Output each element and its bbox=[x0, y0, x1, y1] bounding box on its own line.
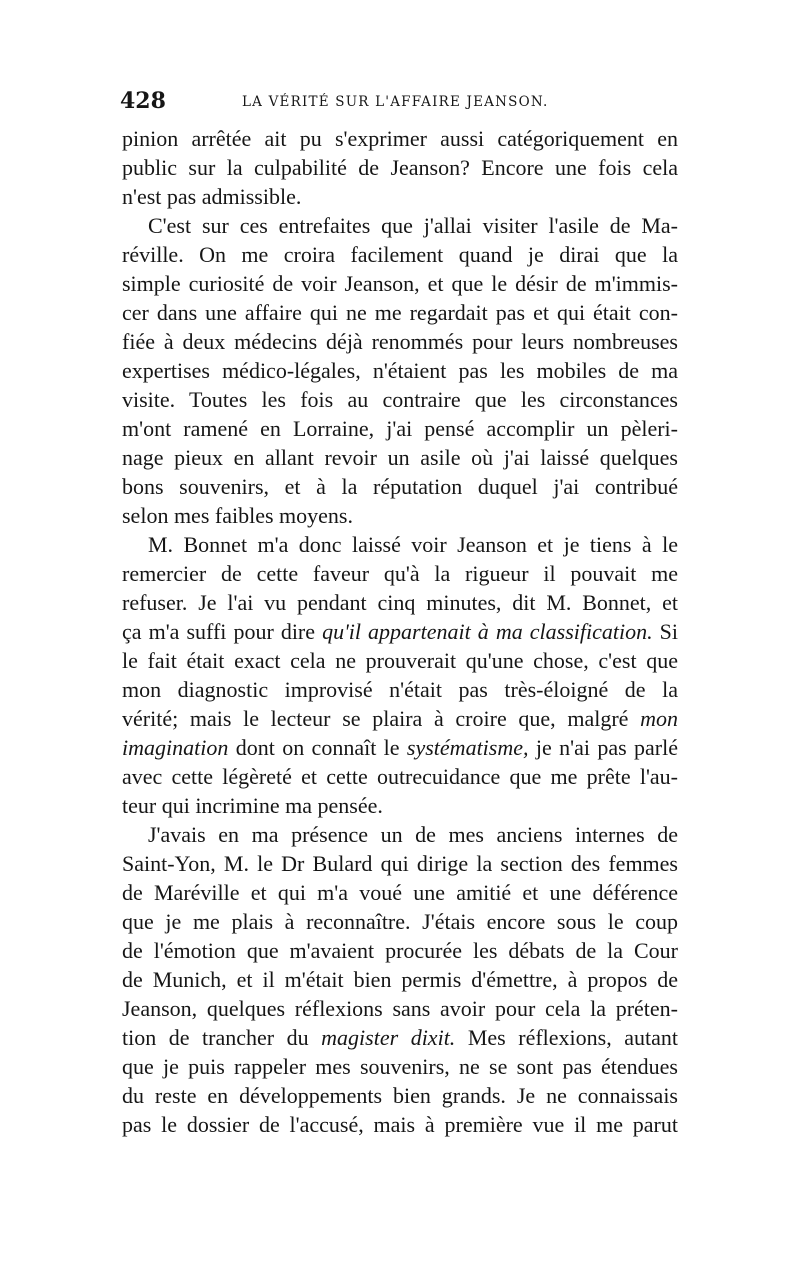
text-line bbox=[122, 501, 678, 530]
text-line bbox=[122, 385, 678, 414]
line-text: le fait était exact cela ne prouverait qu'une chose, c'est que bbox=[122, 648, 678, 673]
text-line bbox=[122, 849, 678, 878]
text-line bbox=[122, 1110, 678, 1139]
text-line bbox=[122, 675, 678, 704]
body-text bbox=[122, 124, 678, 1139]
text-line bbox=[122, 182, 678, 211]
text-line bbox=[122, 588, 678, 617]
line-text: je n'ai pas parlé bbox=[528, 735, 678, 760]
page-header bbox=[120, 88, 680, 118]
line-text: avec cette légèreté et cette outrecuidance que me prête l'au- bbox=[122, 764, 678, 789]
line-text: simple curiosité de voir Jeanson, et que le désir de m'immis- bbox=[122, 271, 678, 296]
line-text: expertises médico-légales, n'étaient pas les mobiles de ma bbox=[122, 358, 678, 383]
text-line bbox=[122, 443, 678, 472]
text-line bbox=[122, 124, 678, 153]
text-line bbox=[122, 1023, 678, 1052]
text-line bbox=[122, 907, 678, 936]
italic-text: imagination bbox=[122, 735, 229, 760]
line-text: ça m'a suffi pour dire bbox=[122, 619, 323, 644]
line-text: teur qui incrimine ma pensée. bbox=[122, 793, 383, 818]
line-text: Jeanson, quelques réflexions sans avoir pour cela la préten- bbox=[122, 996, 678, 1021]
line-text: de Munich, et il m'était bien permis d'émettre, à propos de bbox=[122, 967, 678, 992]
line-text: nage pieux en allant revoir un asile où j'ai laissé quelques bbox=[122, 445, 678, 470]
text-line bbox=[122, 327, 678, 356]
italic-text: systématisme, bbox=[406, 735, 529, 760]
line-text: du reste en développements bien grands. Je ne connaissais bbox=[122, 1083, 678, 1108]
line-text: visite. Toutes les fois au contraire que les circonstances bbox=[122, 387, 678, 412]
text-line bbox=[122, 211, 678, 240]
italic-text: mon bbox=[640, 706, 678, 731]
line-text: C'est sur ces entrefaites que j'allai visiter l'asile de Ma- bbox=[148, 213, 678, 238]
line-text: Si bbox=[652, 619, 678, 644]
text-line bbox=[122, 240, 678, 269]
line-text: pinion arrêtée ait pu s'exprimer aussi catégoriquement en bbox=[122, 126, 678, 151]
line-text: bons souvenirs, et à la réputation duquel j'ai contribué bbox=[122, 474, 678, 499]
text-line bbox=[122, 414, 678, 443]
line-text: que je me plais à reconnaître. J'étais encore sous le coup bbox=[122, 909, 678, 934]
italic-text: qu'il appartenait à ma classification. bbox=[322, 619, 653, 644]
line-text: refuser. Je l'ai vu pendant cinq minutes, dit M. Bonnet, et bbox=[122, 590, 678, 615]
line-text: vérité; mais le lecteur se plaira à croire que, malgré bbox=[122, 706, 641, 731]
line-text: selon mes faibles moyens. bbox=[122, 503, 353, 528]
line-text: Mes réflexions, autant bbox=[455, 1025, 678, 1050]
text-line bbox=[122, 269, 678, 298]
text-line bbox=[122, 559, 678, 588]
text-line bbox=[122, 965, 678, 994]
text-line bbox=[122, 791, 678, 820]
line-text: m'ont ramené en Lorraine, j'ai pensé accomplir un pèleri- bbox=[122, 416, 678, 441]
text-line bbox=[122, 1052, 678, 1081]
line-text: de Maréville et qui m'a voué une amitié et une déférence bbox=[122, 880, 678, 905]
line-text: fiée à deux médecins déjà renommés pour leurs nombreuses bbox=[122, 329, 678, 354]
text-line bbox=[122, 472, 678, 501]
line-text: n'est pas admissible. bbox=[122, 184, 302, 209]
text-line bbox=[122, 1081, 678, 1110]
text-line bbox=[122, 646, 678, 675]
text-line bbox=[122, 153, 678, 182]
line-text: tion de trancher du bbox=[122, 1025, 322, 1050]
line-text: pas le dossier de l'accusé, mais à première vue il me parut bbox=[122, 1112, 678, 1137]
line-text: que je puis rappeler mes souvenirs, ne se sont pas étendues bbox=[122, 1054, 678, 1079]
text-line bbox=[122, 704, 678, 733]
line-text: réville. On me croira facilement quand je dirai que la bbox=[122, 242, 678, 267]
text-line bbox=[122, 762, 678, 791]
text-line bbox=[122, 936, 678, 965]
line-text: M. Bonnet m'a donc laissé voir Jeanson et je tiens à le bbox=[148, 532, 678, 557]
line-text: de l'émotion que m'avaient procurée les débats de la Cour bbox=[122, 938, 678, 963]
italic-text: magister dixit. bbox=[321, 1025, 456, 1050]
line-text: cer dans une affaire qui ne me regardait pas et qui était con- bbox=[122, 300, 678, 325]
line-text: J'avais en ma présence un de mes anciens internes de bbox=[148, 822, 678, 847]
text-line bbox=[122, 298, 678, 327]
text-line bbox=[122, 356, 678, 385]
text-line bbox=[122, 820, 678, 849]
page-number: 428 bbox=[120, 88, 166, 114]
line-text: dont on connaît le bbox=[228, 735, 407, 760]
text-line bbox=[122, 617, 678, 646]
text-line bbox=[122, 994, 678, 1023]
text-line bbox=[122, 733, 678, 762]
line-text: mon diagnostic improvisé n'était pas très-éloigné de la bbox=[122, 677, 678, 702]
line-text: Saint-Yon, M. le Dr Bulard qui dirige la section des femmes bbox=[122, 851, 678, 876]
line-text: remercier de cette faveur qu'à la rigueur il pouvait me bbox=[122, 561, 678, 586]
running-title: LA VÉRITÉ SUR L'AFFAIRE JEANSON. bbox=[242, 94, 549, 110]
text-line bbox=[122, 878, 678, 907]
text-line bbox=[122, 530, 678, 559]
line-text: public sur la culpabilité de Jeanson? Encore une fois cela bbox=[122, 155, 678, 180]
